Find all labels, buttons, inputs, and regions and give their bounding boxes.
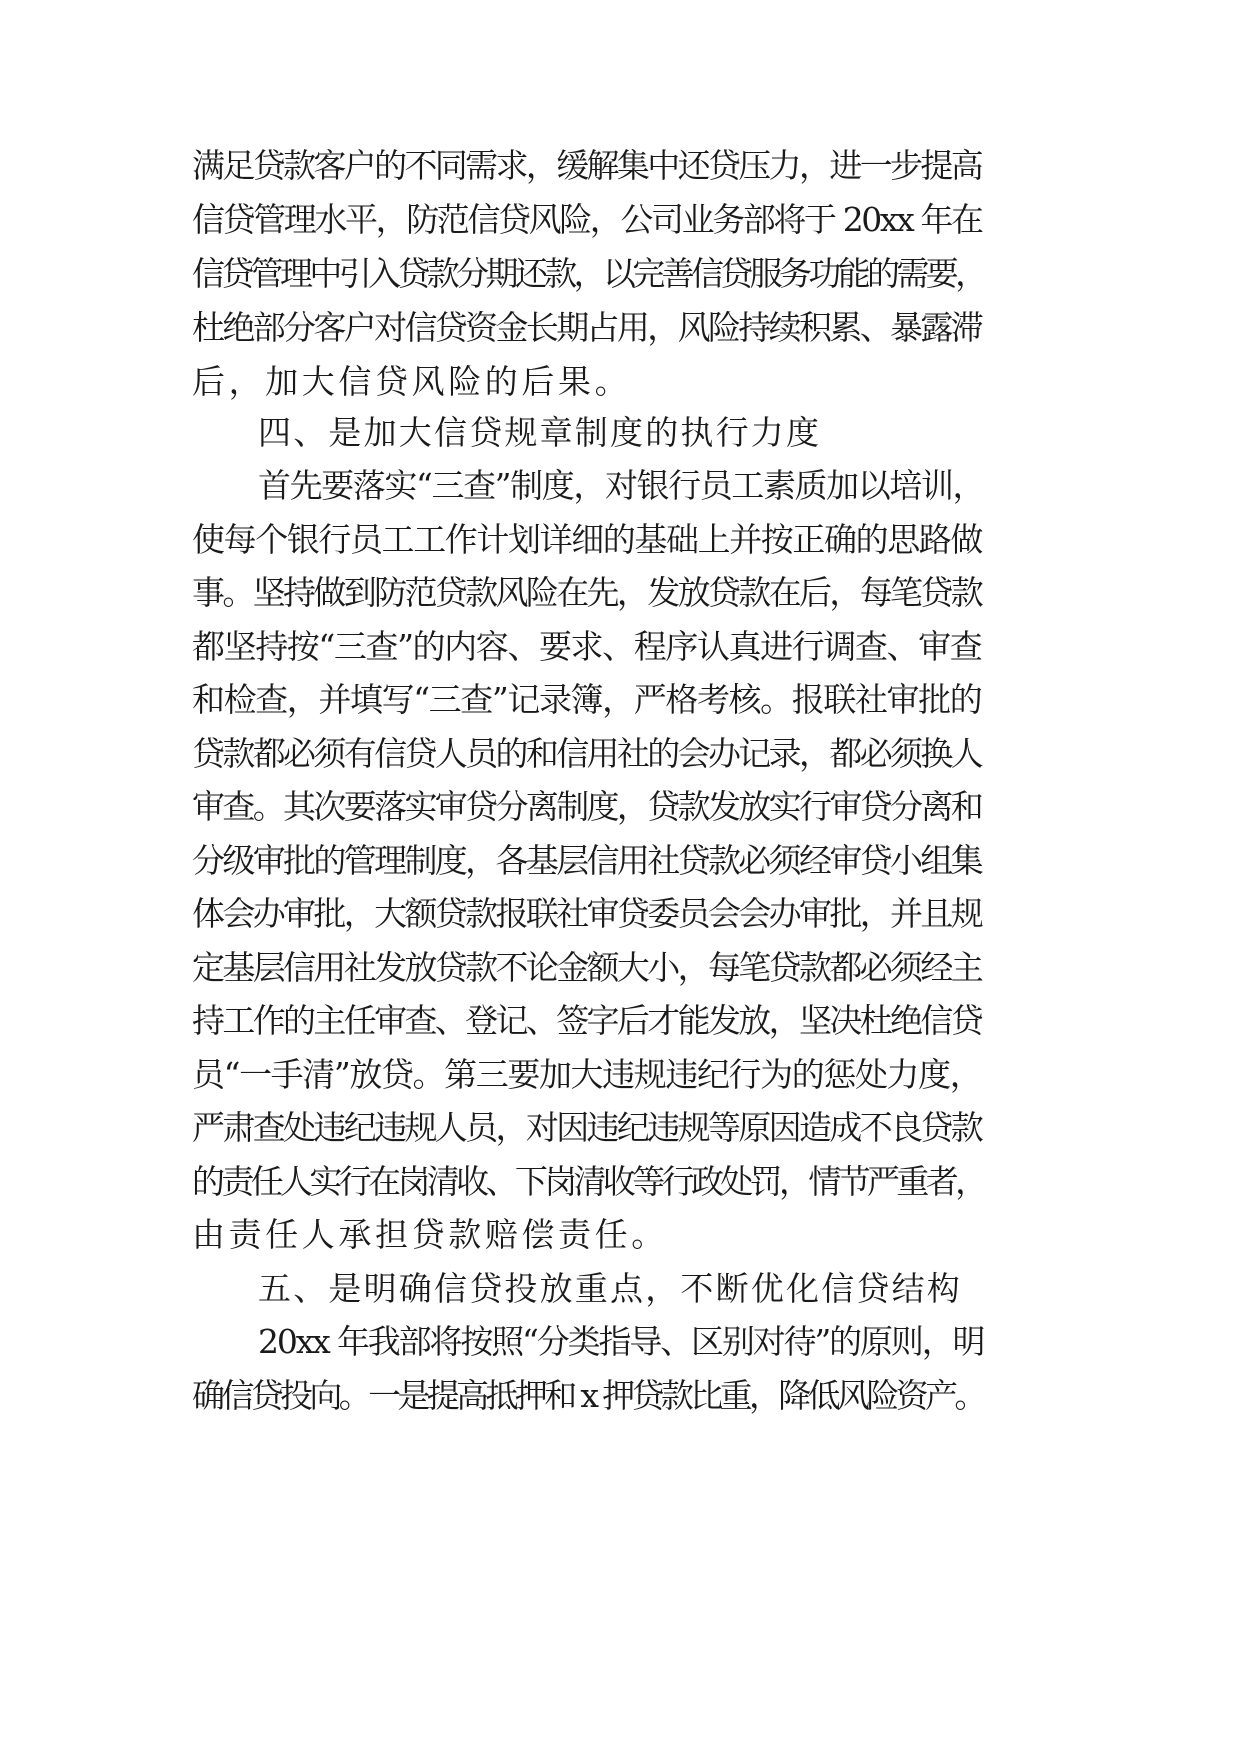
paragraph-line: 持工作的主任审查、登记、签字后才能发放，坚决杜绝信贷 [192,1001,982,1040]
paragraph-line: 确信贷投向。一是提高抵押和 x 押贷款比重，降低风险资产。 [192,1376,984,1415]
paragraph-line: 事。坚持做到防范贷款风险在先，发放贷款在后，每笔贷款 [192,573,982,612]
paragraph-line: 20xx 年我部将按照“分类指导、区别对待”的原则，明 [258,1322,984,1361]
paragraph-line: 信贷管理中引入贷款分期还款，以完善信贷服务功能的需要， [192,254,985,293]
paragraph-line: 审查。其次要落实审贷分离制度，贷款发放实行审贷分离和 [192,787,982,826]
paragraph-line: 分级审批的管理制度，各基层信用社贷款必须经审贷小组集 [192,841,982,880]
paragraph-line: 的责任人实行在岗清收、下岗清收等行政处罚，情节严重者， [192,1162,985,1201]
paragraph-line: 信贷管理水平，防范信贷风险，公司业务部将于 20xx 年在 [192,200,982,239]
paragraph-line: 后，加大信贷风险的后果。 [192,362,632,401]
paragraph-line: 严肃查处违纪违规人员，对因违纪违规等原因造成不良贷款 [192,1108,982,1147]
section-heading: 五、是明确信贷投放重点，不断优化信贷结构 [258,1269,962,1308]
paragraph-line: 贷款都必须有信贷人员的和信用社的会办记录，都必须换人 [192,734,982,773]
paragraph-line: 杜绝部分客户对信贷资金长期占用，风险持续积累、暴露滞 [192,308,982,347]
paragraph-line: 由责任人承担贷款赔偿责任。 [192,1215,668,1254]
paragraph-line: 和检查，并填写“三查”记录簿，严格考核。报联社审批的 [192,680,982,719]
paragraph-line: 首先要落实“三查”制度，对银行员工素质加以培训， [258,466,985,505]
paragraph-line: 员“一手清”放贷。第三要加大违规违纪行为的惩处力度， [192,1055,982,1094]
section-heading: 四、是加大信贷规章制度的执行力度 [258,413,822,452]
paragraph-line: 使每个银行员工工作计划详细的基础上并按正确的思路做 [192,520,983,559]
paragraph-line: 定基层信用社发放贷款不论金额大小，每笔贷款都必须经主 [192,948,982,987]
paragraph-line: 体会办审批，大额贷款报联社审贷委员会会办审批，并且规 [192,894,982,933]
paragraph-line: 满足贷款客户的不同需求，缓解集中还贷压力，进一步提高 [192,146,982,185]
paragraph-line: 都坚持按“三查”的内容、要求、程序认真进行调查、审查 [192,627,982,666]
